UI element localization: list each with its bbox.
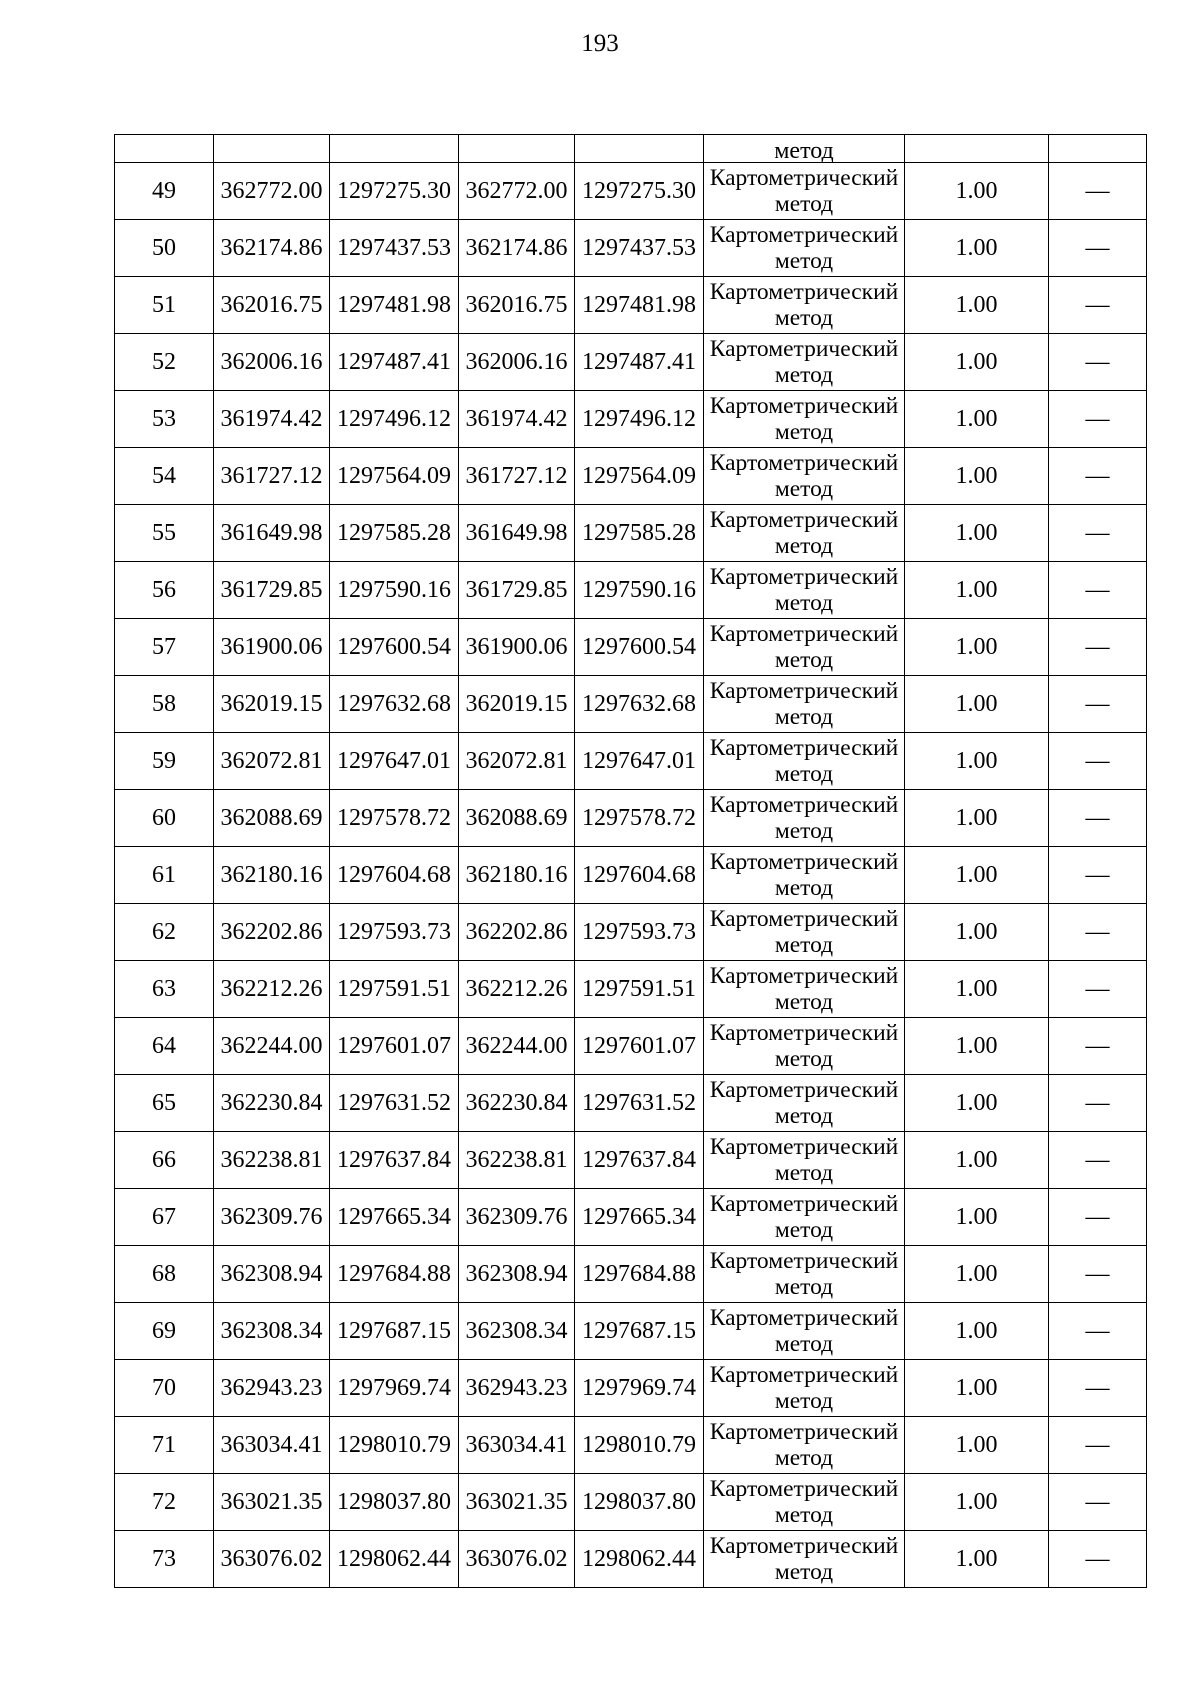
cell-x-refined: 362180.16 — [459, 847, 575, 904]
cell-point-number: 49 — [115, 163, 214, 220]
method-line-2: метод — [774, 1559, 834, 1585]
cell-x-existing: 362308.94 — [214, 1246, 330, 1303]
cell-accuracy: 1.00 — [905, 1417, 1049, 1474]
table-row — [115, 448, 1147, 505]
cell-method — [704, 733, 905, 790]
cell-y-existing: 1297647.01 — [330, 733, 459, 790]
cell-x-existing: 362016.75 — [214, 277, 330, 334]
cell-x-existing: 362943.23 — [214, 1360, 330, 1417]
cell-y-refined: 1297578.72 — [575, 790, 704, 847]
cell-x-existing: 362309.76 — [214, 1189, 330, 1246]
cell-point-number: 61 — [115, 847, 214, 904]
method-line-1: Картометрический — [709, 1419, 899, 1445]
cell-y-refined: 1297487.41 — [575, 334, 704, 391]
method-line-1: Картометрический — [709, 1476, 899, 1502]
method-line-2: метод — [774, 818, 834, 844]
cell-x-refined: 362072.81 — [459, 733, 575, 790]
cell-note: — — [1049, 334, 1147, 391]
cell-accuracy: 1.00 — [905, 391, 1049, 448]
cell-y-existing: 1297275.30 — [330, 163, 459, 220]
cell-accuracy: 1.00 — [905, 277, 1049, 334]
cell-y-existing: 1298062.44 — [330, 1531, 459, 1588]
table-row — [115, 1189, 1147, 1246]
cell-y-existing: 1297591.51 — [330, 961, 459, 1018]
cell-method — [704, 448, 905, 505]
cell-y-existing: 1297585.28 — [330, 505, 459, 562]
method-line-1: Картометрический — [709, 792, 899, 818]
cell-note: — — [1049, 1474, 1147, 1531]
table-body — [115, 135, 1147, 1588]
cell-x-existing: 363076.02 — [214, 1531, 330, 1588]
cell-note: — — [1049, 220, 1147, 277]
cell-x-refined: 362772.00 — [459, 163, 575, 220]
cell-y-refined: 1297591.51 — [575, 961, 704, 1018]
cell-accuracy: 1.00 — [905, 733, 1049, 790]
method-line-1: Картометрический — [709, 1134, 899, 1160]
method-line-2: метод — [774, 932, 834, 958]
cell-note: — — [1049, 448, 1147, 505]
cell-x-existing: 363021.35 — [214, 1474, 330, 1531]
cell-method — [704, 1132, 905, 1189]
cell-note: — — [1049, 1360, 1147, 1417]
cell-method — [704, 220, 905, 277]
cell-y-refined: 1298037.80 — [575, 1474, 704, 1531]
method-line-1: Картометрический — [709, 735, 899, 761]
cell-y-refined: 1297481.98 — [575, 277, 704, 334]
cell-accuracy: 1.00 — [905, 1360, 1049, 1417]
table-row — [115, 505, 1147, 562]
method-line-1: Картометрический — [709, 165, 899, 191]
cell-method — [704, 562, 905, 619]
method-line-2: метод — [774, 1331, 834, 1357]
cell-accuracy: 1.00 — [905, 1132, 1049, 1189]
cell-y-existing: 1297481.98 — [330, 277, 459, 334]
cell-x-existing: 362238.81 — [214, 1132, 330, 1189]
cell-point-number: 68 — [115, 1246, 214, 1303]
cell-accuracy: 1.00 — [905, 1075, 1049, 1132]
cell-accuracy: 1.00 — [905, 334, 1049, 391]
continuation-row — [115, 135, 1147, 163]
cell-x-existing: 362244.00 — [214, 1018, 330, 1075]
table-row — [115, 1018, 1147, 1075]
cell-note: — — [1049, 391, 1147, 448]
cell-x-refined: 363021.35 — [459, 1474, 575, 1531]
cell-note: — — [1049, 676, 1147, 733]
cell-y-existing: 1297590.16 — [330, 562, 459, 619]
method-line-2: метод — [774, 704, 834, 730]
cell-y-existing: 1297665.34 — [330, 1189, 459, 1246]
method-line-2: метод — [774, 248, 834, 274]
cell-x-refined: 362230.84 — [459, 1075, 575, 1132]
cell-note: — — [1049, 1132, 1147, 1189]
cell-accuracy: 1.00 — [905, 961, 1049, 1018]
cell-point-number: 56 — [115, 562, 214, 619]
cell-accuracy: 1.00 — [905, 904, 1049, 961]
table-row — [115, 1246, 1147, 1303]
table-row — [115, 334, 1147, 391]
cell-x-refined: 362308.94 — [459, 1246, 575, 1303]
cell-accuracy: 1.00 — [905, 1246, 1049, 1303]
method-line-2: метод — [774, 1103, 834, 1129]
cell-x-existing: 361900.06 — [214, 619, 330, 676]
cell-x-refined: 363034.41 — [459, 1417, 575, 1474]
cell-y-existing: 1297969.74 — [330, 1360, 459, 1417]
cell-y-existing: 1297487.41 — [330, 334, 459, 391]
cell-y-refined: 1297631.52 — [575, 1075, 704, 1132]
cell-y-existing: 1297564.09 — [330, 448, 459, 505]
cell-x-refined: 362174.86 — [459, 220, 575, 277]
coordinates-table — [114, 134, 1147, 1588]
method-line-1: Картометрический — [709, 1305, 899, 1331]
cell-method: метод — [704, 135, 905, 163]
cell-note: — — [1049, 1018, 1147, 1075]
cell-method — [704, 505, 905, 562]
method-line-1: Картометрический — [709, 507, 899, 533]
cell-y-existing: 1297437.53 — [330, 220, 459, 277]
cell-x-refined: 362016.75 — [459, 277, 575, 334]
cell-note: — — [1049, 1075, 1147, 1132]
cell-y-refined: 1297637.84 — [575, 1132, 704, 1189]
cell-y-refined — [575, 135, 704, 163]
method-line-2: метод — [774, 1445, 834, 1471]
cell-x-existing: 362088.69 — [214, 790, 330, 847]
cell-method — [704, 1417, 905, 1474]
cell-y-refined: 1298010.79 — [575, 1417, 704, 1474]
cell-x-existing: 362212.26 — [214, 961, 330, 1018]
method-line-1: Картометрический — [709, 1362, 899, 1388]
cell-method — [704, 1018, 905, 1075]
cell-x-existing: 362019.15 — [214, 676, 330, 733]
cell-y-refined: 1297604.68 — [575, 847, 704, 904]
cell-y-refined: 1297632.68 — [575, 676, 704, 733]
cell-y-refined: 1297665.34 — [575, 1189, 704, 1246]
table-row — [115, 1303, 1147, 1360]
cell-point-number: 62 — [115, 904, 214, 961]
cell-y-existing: 1297631.52 — [330, 1075, 459, 1132]
cell-method — [704, 1531, 905, 1588]
method-line-2: метод — [774, 1502, 834, 1528]
cell-note: — — [1049, 1189, 1147, 1246]
cell-note: — — [1049, 505, 1147, 562]
cell-x-existing: 363034.41 — [214, 1417, 330, 1474]
cell-method — [704, 790, 905, 847]
method-line-2: метод — [774, 1388, 834, 1414]
cell-y-refined: 1297647.01 — [575, 733, 704, 790]
cell-note: — — [1049, 1303, 1147, 1360]
cell-x-existing: 362072.81 — [214, 733, 330, 790]
cell-method — [704, 904, 905, 961]
cell-y-refined: 1297600.54 — [575, 619, 704, 676]
cell-y-existing: 1297632.68 — [330, 676, 459, 733]
cell-x-existing: 362772.00 — [214, 163, 330, 220]
cell-method — [704, 277, 905, 334]
cell-x-existing: 362202.86 — [214, 904, 330, 961]
cell-x-refined: 361729.85 — [459, 562, 575, 619]
cell-note: — — [1049, 790, 1147, 847]
cell-note: — — [1049, 961, 1147, 1018]
method-line-1: Картометрический — [709, 222, 899, 248]
cell-y-existing: 1297604.68 — [330, 847, 459, 904]
cell-x-existing: 362230.84 — [214, 1075, 330, 1132]
cell-point-number: 52 — [115, 334, 214, 391]
cell-method — [704, 163, 905, 220]
cell-x-refined: 362943.23 — [459, 1360, 575, 1417]
cell-x-existing: 361649.98 — [214, 505, 330, 562]
cell-y-existing: 1297684.88 — [330, 1246, 459, 1303]
cell-point-number: 67 — [115, 1189, 214, 1246]
table-row — [115, 163, 1147, 220]
cell-point-number: 50 — [115, 220, 214, 277]
cell-x-refined: 362309.76 — [459, 1189, 575, 1246]
cell-method — [704, 1246, 905, 1303]
cell-y-refined: 1298062.44 — [575, 1531, 704, 1588]
cell-method — [704, 391, 905, 448]
cell-point-number: 65 — [115, 1075, 214, 1132]
cell-accuracy: 1.00 — [905, 163, 1049, 220]
cell-x-existing: 361727.12 — [214, 448, 330, 505]
cell-x-existing: 362006.16 — [214, 334, 330, 391]
method-line-1: Картометрический — [709, 849, 899, 875]
cell-x-refined: 361649.98 — [459, 505, 575, 562]
cell-accuracy: 1.00 — [905, 619, 1049, 676]
method-line-2: метод — [774, 989, 834, 1015]
cell-accuracy: 1.00 — [905, 1303, 1049, 1360]
cell-x-refined: 361727.12 — [459, 448, 575, 505]
cell-note: — — [1049, 277, 1147, 334]
method-line-2: метод — [774, 1160, 834, 1186]
cell-x-refined: 363076.02 — [459, 1531, 575, 1588]
method-line-1: Картометрический — [709, 564, 899, 590]
cell-note: — — [1049, 733, 1147, 790]
method-line-1: Картометрический — [709, 279, 899, 305]
cell-y-refined: 1297687.15 — [575, 1303, 704, 1360]
method-line-2: метод — [774, 1274, 834, 1300]
method-line-1: Картометрический — [709, 393, 899, 419]
cell-point-number: 60 — [115, 790, 214, 847]
table-row — [115, 277, 1147, 334]
method-line-2: метод — [774, 305, 834, 331]
cell-y-existing: 1297601.07 — [330, 1018, 459, 1075]
table-row — [115, 676, 1147, 733]
cell-y-existing: 1297496.12 — [330, 391, 459, 448]
table-row — [115, 1531, 1147, 1588]
table-row — [115, 961, 1147, 1018]
cell-point-number: 69 — [115, 1303, 214, 1360]
cell-point-number: 54 — [115, 448, 214, 505]
method-line-2: метод — [774, 362, 834, 388]
cell-point-number — [115, 135, 214, 163]
cell-y-refined: 1297593.73 — [575, 904, 704, 961]
cell-note: — — [1049, 562, 1147, 619]
cell-point-number: 51 — [115, 277, 214, 334]
cell-y-existing: 1297637.84 — [330, 1132, 459, 1189]
cell-point-number: 63 — [115, 961, 214, 1018]
table-row — [115, 391, 1147, 448]
cell-x-refined: 361974.42 — [459, 391, 575, 448]
cell-point-number: 58 — [115, 676, 214, 733]
table-row — [115, 790, 1147, 847]
method-line-2: метод — [774, 476, 834, 502]
table-row — [115, 1360, 1147, 1417]
table-row — [115, 1474, 1147, 1531]
cell-x-refined: 362212.26 — [459, 961, 575, 1018]
cell-x-refined: 362019.15 — [459, 676, 575, 733]
method-line-1: Картометрический — [709, 1077, 899, 1103]
cell-point-number: 71 — [115, 1417, 214, 1474]
method-line-2: метод — [774, 875, 834, 901]
cell-note: — — [1049, 1531, 1147, 1588]
cell-point-number: 73 — [115, 1531, 214, 1588]
method-line-1: Картометрический — [709, 963, 899, 989]
cell-accuracy — [905, 135, 1049, 163]
cell-accuracy: 1.00 — [905, 1189, 1049, 1246]
cell-y-existing: 1297687.15 — [330, 1303, 459, 1360]
method-line-1: Картометрический — [709, 1248, 899, 1274]
cell-method — [704, 1189, 905, 1246]
cell-accuracy: 1.00 — [905, 505, 1049, 562]
method-line-2: метод — [774, 1217, 834, 1243]
cell-method — [704, 334, 905, 391]
cell-y-existing: 1297578.72 — [330, 790, 459, 847]
method-line-2: метод — [774, 647, 834, 673]
cell-y-existing: 1297593.73 — [330, 904, 459, 961]
cell-note: — — [1049, 904, 1147, 961]
method-line-1: Картометрический — [709, 621, 899, 647]
cell-method — [704, 676, 905, 733]
cell-note: — — [1049, 1246, 1147, 1303]
method-line-2: метод — [774, 191, 834, 217]
cell-method — [704, 847, 905, 904]
method-line-2: метод — [774, 1046, 834, 1072]
cell-y-refined: 1297590.16 — [575, 562, 704, 619]
cell-y-refined: 1297275.30 — [575, 163, 704, 220]
cell-y-existing: 1298037.80 — [330, 1474, 459, 1531]
cell-accuracy: 1.00 — [905, 847, 1049, 904]
cell-y-refined: 1297969.74 — [575, 1360, 704, 1417]
table-row — [115, 619, 1147, 676]
table-row — [115, 847, 1147, 904]
cell-note: — — [1049, 1417, 1147, 1474]
cell-y-existing: 1298010.79 — [330, 1417, 459, 1474]
cell-x-existing: 362308.34 — [214, 1303, 330, 1360]
cell-x-refined: 362244.00 — [459, 1018, 575, 1075]
cell-method — [704, 1303, 905, 1360]
method-line-2: метод — [774, 761, 834, 787]
cell-note: — — [1049, 847, 1147, 904]
table-row — [115, 1075, 1147, 1132]
cell-point-number: 59 — [115, 733, 214, 790]
cell-point-number: 53 — [115, 391, 214, 448]
cell-x-refined: 362238.81 — [459, 1132, 575, 1189]
cell-accuracy: 1.00 — [905, 1531, 1049, 1588]
cell-point-number: 55 — [115, 505, 214, 562]
cell-method — [704, 1075, 905, 1132]
cell-x-refined: 362088.69 — [459, 790, 575, 847]
cell-x-refined — [459, 135, 575, 163]
cell-accuracy: 1.00 — [905, 1018, 1049, 1075]
cell-accuracy: 1.00 — [905, 220, 1049, 277]
table-row — [115, 220, 1147, 277]
cell-note: — — [1049, 619, 1147, 676]
cell-x-refined: 362202.86 — [459, 904, 575, 961]
cell-y-refined: 1297684.88 — [575, 1246, 704, 1303]
table-row — [115, 562, 1147, 619]
method-line-1: Картометрический — [709, 450, 899, 476]
cell-y-refined: 1297585.28 — [575, 505, 704, 562]
cell-point-number: 70 — [115, 1360, 214, 1417]
cell-x-existing: 361729.85 — [214, 562, 330, 619]
method-line-1: Картометрический — [709, 678, 899, 704]
cell-point-number: 72 — [115, 1474, 214, 1531]
table-row — [115, 733, 1147, 790]
method-line-1: Картометрический — [709, 336, 899, 362]
cell-accuracy: 1.00 — [905, 562, 1049, 619]
page-number: 193 — [581, 30, 619, 57]
cell-method — [704, 1360, 905, 1417]
cell-y-refined: 1297564.09 — [575, 448, 704, 505]
cell-accuracy: 1.00 — [905, 448, 1049, 505]
cell-x-refined: 361900.06 — [459, 619, 575, 676]
method-line-2: метод — [774, 419, 834, 445]
cell-y-refined: 1297437.53 — [575, 220, 704, 277]
method-line-2: метод — [774, 533, 834, 559]
cell-y-refined: 1297496.12 — [575, 391, 704, 448]
cell-method — [704, 619, 905, 676]
method-line-1: Картометрический — [709, 1020, 899, 1046]
table-row — [115, 904, 1147, 961]
method-line-1: Картометрический — [709, 1191, 899, 1217]
cell-note — [1049, 135, 1147, 163]
table-row — [115, 1132, 1147, 1189]
cell-x-existing: 361974.42 — [214, 391, 330, 448]
cell-x-refined: 362308.34 — [459, 1303, 575, 1360]
cell-method — [704, 1474, 905, 1531]
cell-accuracy: 1.00 — [905, 1474, 1049, 1531]
cell-y-existing — [330, 135, 459, 163]
cell-y-existing: 1297600.54 — [330, 619, 459, 676]
cell-note: — — [1049, 163, 1147, 220]
cell-x-refined: 362006.16 — [459, 334, 575, 391]
cell-point-number: 66 — [115, 1132, 214, 1189]
cell-point-number: 57 — [115, 619, 214, 676]
cell-point-number: 64 — [115, 1018, 214, 1075]
cell-accuracy: 1.00 — [905, 676, 1049, 733]
method-line-1: Картометрический — [709, 1533, 899, 1559]
cell-x-existing — [214, 135, 330, 163]
table-row — [115, 1417, 1147, 1474]
cell-method — [704, 961, 905, 1018]
cell-accuracy: 1.00 — [905, 790, 1049, 847]
method-line-2: метод — [774, 590, 834, 616]
cell-x-existing: 362174.86 — [214, 220, 330, 277]
cell-y-refined: 1297601.07 — [575, 1018, 704, 1075]
cell-x-existing: 362180.16 — [214, 847, 330, 904]
method-line-1: Картометрический — [709, 906, 899, 932]
